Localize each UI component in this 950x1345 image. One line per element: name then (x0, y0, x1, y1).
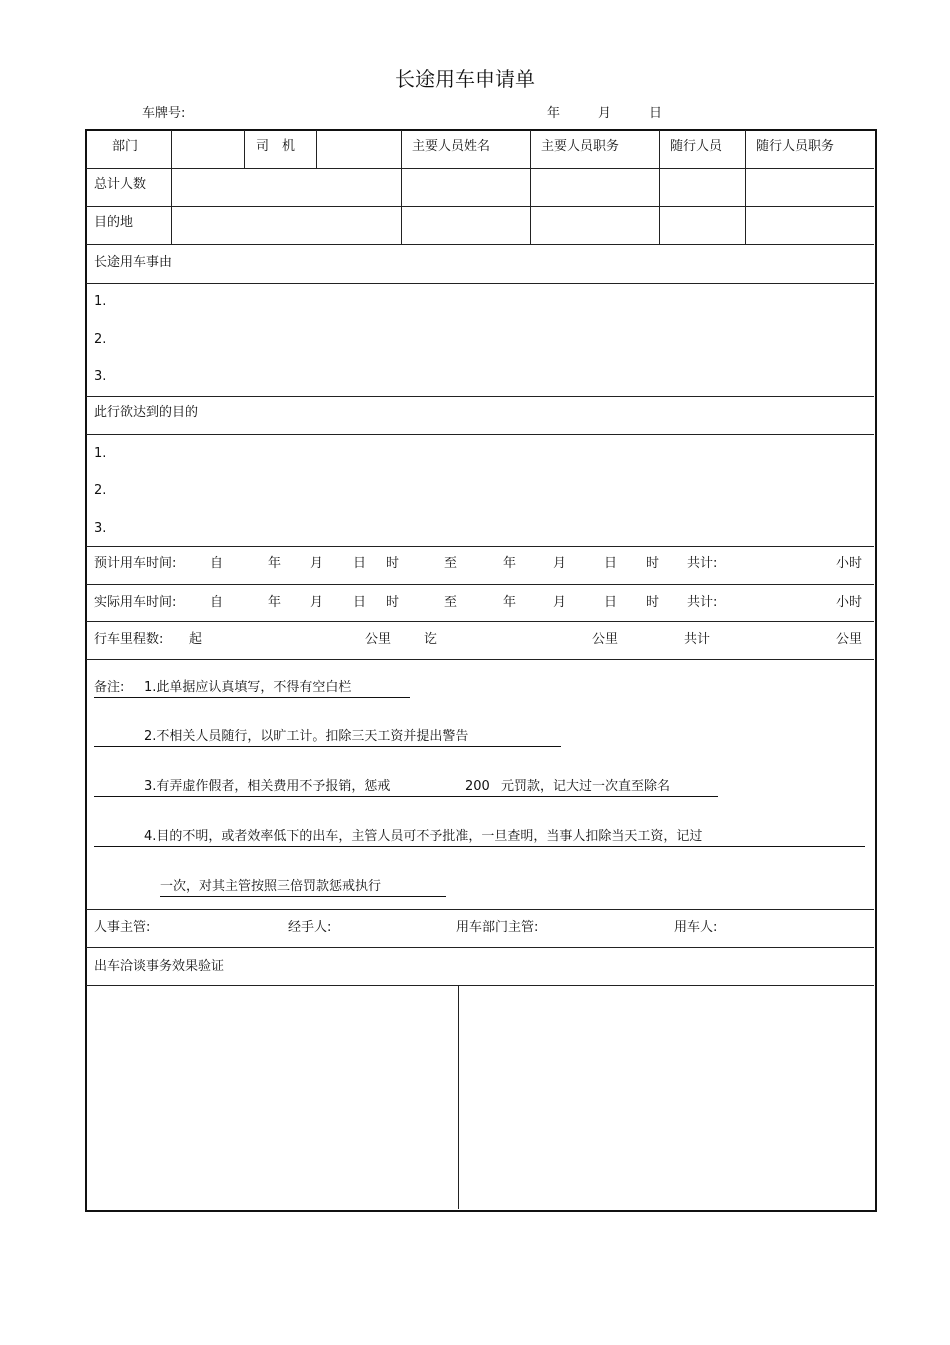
sign-dept-head: 用车部门主管: (456, 920, 539, 935)
planned-hour: 时 (386, 556, 400, 571)
actual-hour2: 时 (646, 595, 660, 610)
dept-label: 部门 (112, 139, 139, 154)
row-divider (86, 168, 874, 169)
note-1: 1.此单据应认真填写，不得有空白栏 (144, 680, 352, 695)
actual-year2: 年 (503, 595, 517, 610)
notes-prefix: 备注: (94, 680, 125, 695)
planned-month2: 月 (553, 556, 567, 571)
planned-label: 预计用车时间: (94, 556, 177, 571)
row-divider (86, 244, 874, 245)
main-title-label: 主要人员职务 (541, 139, 620, 154)
actual-unit: 小时 (836, 595, 863, 610)
note-2: 2.不相关人员随行，以旷工计。扣除三天工资并提出警告 (144, 729, 469, 744)
row-divider (86, 546, 874, 547)
plate-label: 车牌号: (142, 106, 186, 121)
purpose-label: 此行欲达到的目的 (94, 405, 199, 420)
actual-month: 月 (310, 595, 324, 610)
purpose-item: 1. (94, 446, 107, 461)
actual-year: 年 (268, 595, 282, 610)
header-month: 月 (598, 106, 612, 121)
row-divider (86, 909, 874, 910)
note-underline (94, 796, 718, 797)
note-underline (94, 746, 561, 747)
page-title: 长途用车申请单 (395, 67, 535, 91)
mileage-start: 起 (189, 632, 203, 647)
planned-to: 至 (444, 556, 458, 571)
note-underline (94, 697, 410, 698)
note-underline (160, 896, 446, 897)
col-divider (745, 130, 746, 244)
mileage-km1: 公里 (365, 632, 392, 647)
actual-total: 共计: (687, 595, 718, 610)
row-divider (86, 434, 874, 435)
mileage-label: 行车里程数: (94, 632, 164, 647)
actual-from: 自 (210, 595, 224, 610)
row-divider (86, 985, 874, 986)
reason-label: 长途用车事由 (94, 255, 173, 270)
purpose-item: 2. (94, 483, 107, 498)
planned-total: 共计: (687, 556, 718, 571)
row-divider (86, 621, 874, 622)
note-4a: 4.目的不明，或者效率低下的出车，主管人员可不予批准，一旦查明，当事人扣除当天工资，记过 (144, 829, 703, 844)
note-3b: 元罚款，记大过一次直至除名 (501, 779, 671, 794)
planned-month: 月 (310, 556, 324, 571)
note-underline (94, 846, 865, 847)
planned-unit: 小时 (836, 556, 863, 571)
sign-handler: 经手人: (288, 920, 332, 935)
col-divider (530, 130, 531, 244)
reason-item: 1. (94, 294, 107, 309)
col-divider (244, 130, 245, 168)
row-divider (86, 947, 874, 948)
planned-hour2: 时 (646, 556, 660, 571)
header-year: 年 (547, 106, 561, 121)
reason-item: 2. (94, 332, 107, 347)
sign-user: 用车人: (674, 920, 718, 935)
mileage-end: 讫 (424, 632, 438, 647)
col-divider (401, 130, 402, 244)
planned-from: 自 (210, 556, 224, 571)
mileage-km3: 公里 (836, 632, 863, 647)
col-divider (458, 985, 459, 1209)
actual-hour: 时 (386, 595, 400, 610)
row-divider (86, 659, 874, 660)
companion-title-label: 随行人员职务 (756, 139, 835, 154)
form-frame (85, 129, 877, 1212)
actual-to: 至 (444, 595, 458, 610)
mileage-km2: 公里 (592, 632, 619, 647)
reason-item: 3. (94, 369, 107, 384)
planned-year: 年 (268, 556, 282, 571)
planned-year2: 年 (503, 556, 517, 571)
actual-label: 实际用车时间: (94, 595, 177, 610)
planned-day: 日 (353, 556, 367, 571)
planned-day2: 日 (604, 556, 618, 571)
col-divider (659, 130, 660, 244)
actual-month2: 月 (553, 595, 567, 610)
row-divider (86, 584, 874, 585)
total-people-label: 总计人数 (94, 177, 147, 192)
purpose-item: 3. (94, 521, 107, 536)
destination-label: 目的地 (94, 215, 134, 230)
row-divider (86, 206, 874, 207)
actual-day: 日 (353, 595, 367, 610)
header-day: 日 (649, 106, 663, 121)
mileage-total: 共计 (684, 632, 711, 647)
row-divider (86, 396, 874, 397)
col-divider (171, 130, 172, 244)
sign-hr: 人事主管: (94, 920, 151, 935)
main-name-label: 主要人员姓名 (412, 139, 491, 154)
note-3-amount: 200 (465, 779, 490, 794)
verification-label: 出车洽谈事务效果验证 (94, 959, 225, 974)
driver-label: 司 机 (256, 139, 296, 154)
note-3a: 3.有弄虚作假者，相关费用不予报销，惩戒 (144, 779, 391, 794)
col-divider (316, 130, 317, 168)
row-divider (86, 283, 874, 284)
note-4b: 一次，对其主管按照三倍罚款惩戒执行 (160, 879, 382, 894)
actual-day2: 日 (604, 595, 618, 610)
companions-label: 随行人员 (670, 139, 723, 154)
